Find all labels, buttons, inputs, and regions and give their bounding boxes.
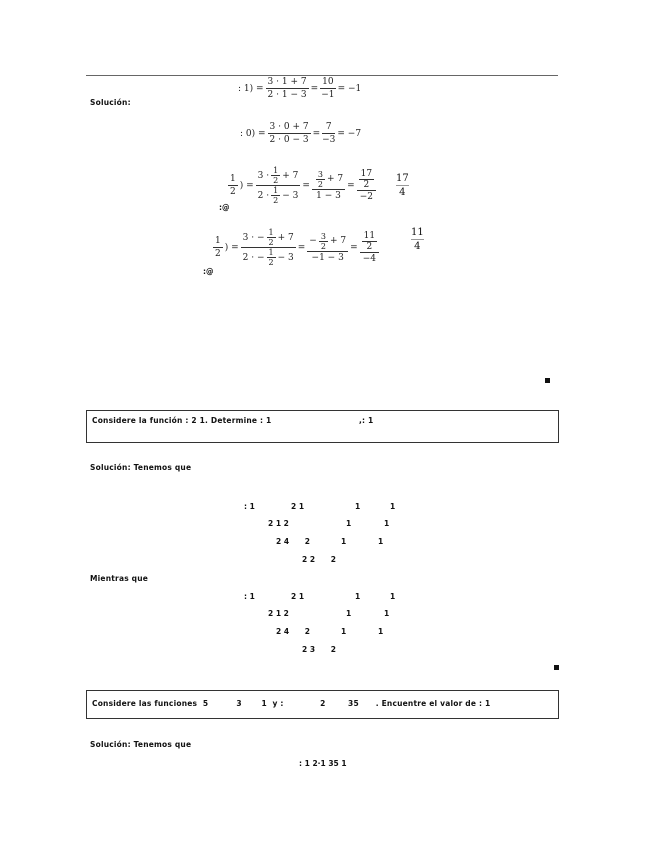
end-of-proof-mark-1 (545, 378, 550, 383)
eq4-num-fd: 2 (268, 238, 274, 247)
eq3-prefix: :@ (219, 203, 230, 212)
eq3-side-num: 17 (396, 173, 409, 184)
block1-row3-c: 1 (341, 537, 347, 546)
block2-row3-d: 1 (378, 627, 384, 636)
eq2-lead: : 0) = (240, 128, 266, 139)
block1-row4-b: 2 2 2 (302, 555, 336, 564)
eq2-den2: −3 (322, 135, 336, 145)
eq3-mid-fraction (312, 170, 345, 202)
eq3-mid-fn: 3 (317, 169, 323, 179)
eq4-side-den: 4 (414, 241, 421, 252)
eq4-mid-b: + 7 (329, 236, 347, 246)
block2-row2-c: 1 (346, 609, 352, 618)
eq3-side-den: 4 (399, 187, 406, 198)
eq3-mid-b: + 7 (326, 174, 344, 184)
problem-3-formula: : 1 2·1 35 1 (299, 759, 347, 768)
eq3-den-frac (271, 186, 280, 205)
block2-row2-b: 2 1 2 (268, 609, 289, 618)
eq3-main-num (256, 166, 301, 186)
eq4-eq: = (297, 242, 306, 253)
eq4-num-b: + 7 (277, 232, 294, 243)
block1-row1-b: 2 1 (291, 502, 305, 511)
block2-row4-b: 2 3 2 (302, 645, 336, 654)
eq3-mid-frac (316, 170, 325, 189)
block2-row1-d: 1 (390, 592, 396, 601)
eq3-result-den: −2 (359, 191, 374, 202)
eq4-den-b: − 3 (277, 252, 294, 263)
eq4-arg-num: 1 (215, 236, 221, 246)
block1-row1-c: 1 (355, 502, 361, 511)
eq3-main-fraction (256, 166, 301, 205)
eq2-num2: 7 (322, 121, 335, 134)
eq3-main-den (256, 186, 301, 205)
block1-row2-d: 1 (384, 519, 390, 528)
eq1-lead: : 1) = (238, 83, 264, 94)
eq2-result: = −7 (337, 128, 362, 139)
block2-row3-c: 1 (341, 627, 347, 636)
problem-3-statement: Considere las funciones 5 3 1 y : 2 35 . Encuentre el valor de : 1 (92, 699, 491, 708)
eq1-eq: = (310, 83, 319, 94)
eq4-arg (213, 235, 223, 260)
eq3-num-fn: 1 (273, 166, 279, 175)
eq4-den-fd: 2 (268, 258, 274, 267)
equation-f-neg-half (211, 228, 381, 267)
eq1-den2: −1 (321, 90, 335, 100)
eq4-arg-den: 2 (215, 249, 221, 259)
solution-label-1: Solución: (90, 98, 131, 107)
mientras-que-label: Mientras que (90, 574, 149, 583)
eq3-mid-den: 1 − 3 (316, 190, 341, 201)
equation-f0 (240, 121, 361, 146)
eq2-num: 3 · 0 + 7 (269, 122, 309, 132)
eq2-fraction (268, 121, 311, 146)
eq4-den-fn: 1 (268, 248, 274, 257)
eq4-den-frac (267, 248, 276, 267)
eq3-den-b: − 3 (282, 190, 299, 201)
eq4-mid-fraction (307, 232, 348, 264)
block2-row1-a: : 1 (244, 592, 255, 601)
eq4-close: ) = (224, 242, 239, 253)
eq3-den-fn: 1 (273, 186, 279, 195)
eq1-fraction (266, 76, 309, 101)
block1-row2-c: 1 (346, 519, 352, 528)
block1-row3-b: 2 4 2 (276, 537, 310, 546)
eq3-close: ) = (239, 180, 254, 191)
problem-2-box (86, 410, 559, 443)
eq4-mid-frac (319, 232, 328, 251)
eq3-eq2: = (347, 180, 355, 191)
eq4-den-a: 2 · − (242, 252, 265, 263)
eq2-fraction2 (322, 121, 335, 146)
eq1-den: 2 · 1 − 3 (267, 90, 307, 100)
eq4-result-mid: 2 (366, 241, 373, 252)
eq4-num-a: 3 · − (242, 232, 265, 243)
eq4-mid-fn: 3 (320, 231, 326, 241)
eq1-num2: 10 (322, 77, 334, 87)
eq3-num-a: 3 · (257, 170, 270, 181)
block1-row3-d: 1 (378, 537, 384, 546)
eq4-mid-den: −1 − 3 (311, 252, 344, 263)
end-of-proof-mark-2 (554, 665, 559, 670)
eq4-result-num-wrap (360, 231, 379, 253)
eq1-num: 3 · 1 + 7 (267, 77, 307, 87)
eq3-den-fd: 2 (273, 196, 279, 205)
problem-2-statement-tail: ,: 1 (359, 416, 374, 425)
eq4-result-fraction (360, 231, 379, 265)
equation-f-half (226, 166, 378, 205)
eq4-result-den: −4 (362, 253, 376, 264)
eq4-side-fraction (411, 226, 424, 253)
eq4-num-fn: 1 (268, 228, 274, 237)
block1-row1-a: : 1 (244, 502, 255, 511)
eq3-num-fd: 2 (273, 176, 279, 185)
eq3-eq: = (302, 180, 310, 191)
problem-3-box (86, 690, 559, 719)
eq4-mid-num (307, 232, 348, 252)
block2-row2-d: 1 (384, 609, 390, 618)
eq4-prefix: :@ (203, 267, 214, 276)
block1-row1-d: 1 (390, 502, 396, 511)
eq4-side-num: 11 (411, 227, 424, 238)
eq3-result-fraction (357, 169, 376, 203)
solution-label-2: Solución: Tenemos que (90, 463, 192, 472)
block2-row1-c: 1 (355, 592, 361, 601)
eq3-num-b: + 7 (282, 170, 299, 181)
eq3-arg-den: 2 (230, 187, 236, 197)
eq3-den-a: 2 · (257, 190, 270, 201)
block2-row1-b: 2 1 (291, 592, 305, 601)
eq4-main-num (241, 228, 296, 248)
eq3-mid-fd: 2 (317, 179, 323, 189)
eq4-main-fraction (241, 228, 296, 267)
block2-row3-b: 2 4 2 (276, 627, 310, 636)
eq3-arg-num: 1 (230, 174, 236, 184)
eq2-den: 2 · 0 − 3 (269, 135, 309, 145)
eq4-num-frac (267, 228, 276, 247)
problem-2-statement: Considere la función : 2 1. Determine : 1 (92, 416, 272, 425)
eq3-num-frac (271, 166, 280, 185)
eq3-mid-num (312, 170, 345, 190)
eq2-eq: = (312, 128, 321, 139)
eq4-mid-a: − (309, 236, 317, 246)
eq1-result: = −1 (337, 83, 362, 94)
block1-row2-b: 2 1 2 (268, 519, 289, 528)
eq3-result-num: 17 (360, 168, 373, 179)
equation-f1 (238, 76, 361, 101)
eq3-side-fraction (396, 172, 409, 199)
eq4-result-num: 11 (363, 230, 376, 241)
eq1-fraction2 (320, 76, 335, 101)
eq3-arg (228, 173, 238, 198)
eq4-main-den (241, 248, 296, 267)
eq3-result-mid: 2 (363, 179, 370, 190)
eq4-eq2: = (350, 242, 358, 253)
eq3-result-num-wrap (357, 169, 376, 191)
solution-label-3: Solución: Tenemos que (90, 740, 192, 749)
eq4-mid-fd: 2 (320, 241, 326, 251)
